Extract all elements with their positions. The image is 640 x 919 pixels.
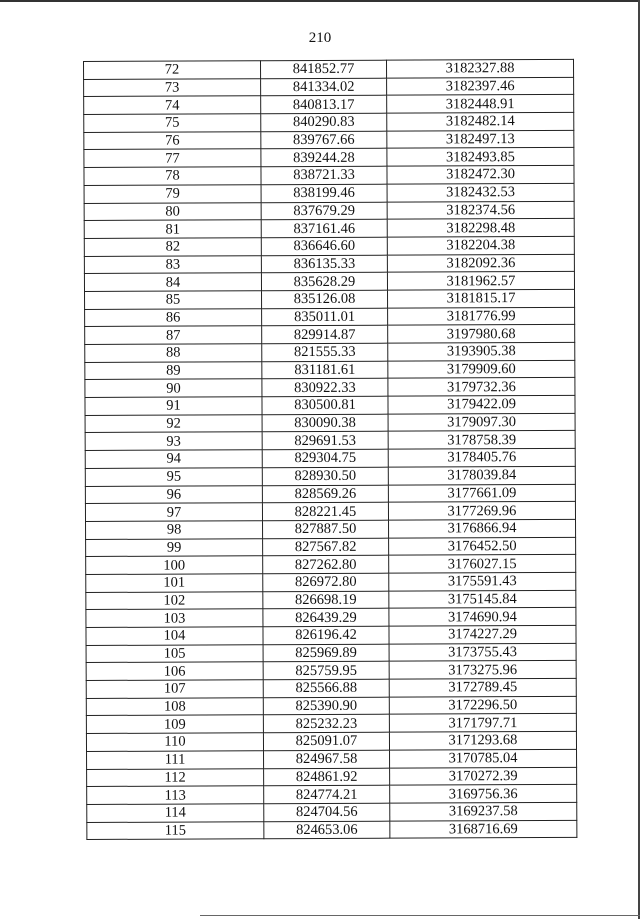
table-row [85, 502, 575, 522]
table-row [85, 448, 575, 468]
x-coordinate-cell: 825759.95 [263, 662, 389, 680]
y-coordinate-cell: 3182448.91 [387, 95, 574, 114]
scan-edge-top [0, 0, 640, 2]
y-coordinate-cell: 3178405.76 [388, 448, 575, 467]
x-coordinate-cell: 835628.29 [261, 272, 387, 290]
table-row [84, 183, 574, 203]
coordinates-table [83, 59, 577, 840]
x-coordinate-cell: 837161.46 [261, 219, 387, 237]
x-coordinate-cell: 826439.29 [263, 608, 389, 626]
point-number-cell: 102 [86, 591, 263, 609]
y-coordinate-cell: 3182397.46 [387, 77, 574, 96]
y-coordinate-cell: 3176866.94 [389, 519, 576, 538]
y-coordinate-cell: 3179097.30 [388, 413, 575, 432]
y-coordinate-cell: 3178039.84 [388, 466, 575, 485]
point-number-cell: 72 [84, 61, 261, 79]
y-coordinate-cell: 3177269.96 [388, 502, 575, 521]
x-coordinate-cell: 838199.46 [261, 184, 387, 202]
point-number-cell: 82 [84, 238, 261, 256]
point-number-cell: 100 [86, 556, 263, 574]
y-coordinate-cell: 3168716.69 [390, 820, 577, 839]
y-coordinate-cell: 3177661.09 [388, 484, 575, 503]
x-coordinate-cell: 825232.23 [263, 715, 389, 733]
y-coordinate-cell: 3169756.36 [390, 785, 577, 804]
y-coordinate-cell: 3171293.68 [389, 731, 576, 750]
table-row [86, 519, 576, 539]
table-row [85, 431, 575, 451]
y-coordinate-cell: 3182204.38 [387, 236, 574, 255]
point-number-cell: 91 [85, 397, 262, 415]
x-coordinate-cell: 827262.80 [263, 555, 389, 573]
y-coordinate-cell: 3182493.85 [387, 148, 574, 167]
table-row [85, 395, 575, 415]
x-coordinate-cell: 824967.58 [264, 750, 390, 768]
y-coordinate-cell: 3175591.43 [389, 572, 576, 591]
x-coordinate-cell: 828930.50 [262, 467, 388, 485]
y-coordinate-cell: 3170785.04 [390, 749, 577, 768]
x-coordinate-cell: 829304.75 [262, 449, 388, 467]
table-row [86, 625, 576, 645]
point-number-cell: 109 [86, 715, 263, 733]
point-number-cell: 77 [84, 149, 261, 167]
x-coordinate-cell: 835126.08 [262, 290, 388, 308]
x-coordinate-cell: 839767.66 [261, 131, 387, 149]
point-number-cell: 112 [87, 768, 264, 786]
table-row [84, 59, 574, 79]
point-number-cell: 86 [85, 308, 262, 326]
point-number-cell: 88 [85, 344, 262, 362]
x-coordinate-cell: 828569.26 [262, 485, 388, 503]
y-coordinate-cell: 3182482.14 [387, 112, 574, 131]
table-row [84, 130, 574, 150]
y-coordinate-cell: 3181962.57 [387, 272, 574, 291]
table-row [86, 572, 576, 592]
y-coordinate-cell: 3193905.38 [388, 342, 575, 361]
table-row [86, 555, 576, 575]
table-row [86, 731, 576, 751]
y-coordinate-cell: 3179732.36 [388, 378, 575, 397]
table-row [85, 325, 575, 345]
point-number-cell: 83 [84, 255, 261, 273]
y-coordinate-cell: 3171797.71 [389, 714, 576, 733]
point-number-cell: 110 [86, 733, 263, 751]
y-coordinate-cell: 3182298.48 [387, 219, 574, 238]
y-coordinate-cell: 3173755.43 [389, 643, 576, 662]
y-coordinate-cell: 3182327.88 [386, 59, 573, 78]
y-coordinate-cell: 3170272.39 [390, 767, 577, 786]
x-coordinate-cell: 827887.50 [263, 520, 389, 538]
y-coordinate-cell: 3197980.68 [388, 325, 575, 344]
point-number-cell: 90 [85, 379, 262, 397]
x-coordinate-cell: 837679.29 [261, 202, 387, 220]
x-coordinate-cell: 841852.77 [261, 60, 387, 78]
table-row [85, 289, 575, 309]
x-coordinate-cell: 840813.17 [261, 96, 387, 114]
x-coordinate-cell: 830922.33 [262, 379, 388, 397]
point-number-cell: 113 [87, 786, 264, 804]
x-coordinate-cell: 825390.90 [263, 697, 389, 715]
point-number-cell: 105 [86, 644, 263, 662]
point-number-cell: 98 [86, 521, 263, 539]
table-row [87, 767, 577, 787]
point-number-cell: 106 [86, 662, 263, 680]
x-coordinate-cell: 821555.33 [262, 343, 388, 361]
y-coordinate-cell: 3182497.13 [387, 130, 574, 149]
y-coordinate-cell: 3178758.39 [388, 431, 575, 450]
point-number-cell: 73 [84, 78, 261, 96]
point-number-cell: 101 [86, 574, 263, 592]
table-row [85, 307, 575, 327]
coordinates-table-body [84, 59, 577, 839]
point-number-cell: 89 [85, 361, 262, 379]
table-row [87, 749, 577, 769]
point-number-cell: 78 [84, 167, 261, 185]
point-number-cell: 108 [86, 697, 263, 715]
table-row [84, 95, 574, 115]
y-coordinate-cell: 3173275.96 [389, 661, 576, 680]
point-number-cell: 85 [85, 291, 262, 309]
table-row [85, 484, 575, 504]
table-row [87, 785, 577, 805]
point-number-cell: 74 [84, 96, 261, 114]
point-number-cell: 114 [87, 804, 264, 822]
y-coordinate-cell: 3182432.53 [387, 183, 574, 202]
table-row [86, 661, 576, 681]
x-coordinate-cell: 838721.33 [261, 166, 387, 184]
x-coordinate-cell: 827567.82 [263, 538, 389, 556]
x-coordinate-cell: 826196.42 [263, 626, 389, 644]
table-row [84, 148, 574, 168]
x-coordinate-cell: 839244.28 [261, 149, 387, 167]
x-coordinate-cell: 825091.07 [263, 732, 389, 750]
x-coordinate-cell: 836135.33 [261, 255, 387, 273]
point-number-cell: 104 [86, 627, 263, 645]
table-row [87, 802, 577, 822]
point-number-cell: 97 [85, 503, 262, 521]
x-coordinate-cell: 829914.87 [262, 325, 388, 343]
point-number-cell: 96 [85, 485, 262, 503]
table-row [84, 254, 574, 274]
table-row [84, 236, 574, 256]
table-row [84, 165, 574, 185]
point-number-cell: 107 [86, 680, 263, 698]
table-row [86, 678, 576, 698]
x-coordinate-cell: 841334.02 [261, 78, 387, 96]
x-coordinate-cell: 831181.61 [262, 361, 388, 379]
table-row [86, 537, 576, 557]
point-number-cell: 95 [85, 468, 262, 486]
table-row [85, 413, 575, 433]
point-number-cell: 94 [85, 450, 262, 468]
y-coordinate-cell: 3172789.45 [389, 678, 576, 697]
table-row [84, 77, 574, 97]
y-coordinate-cell: 3169237.58 [390, 802, 577, 821]
y-coordinate-cell: 3182374.56 [387, 201, 574, 220]
point-number-cell: 103 [86, 609, 263, 627]
table-row [86, 643, 576, 663]
y-coordinate-cell: 3176452.50 [389, 537, 576, 556]
table-row [86, 590, 576, 610]
y-coordinate-cell: 3172296.50 [389, 696, 576, 715]
y-coordinate-cell: 3176027.15 [389, 555, 576, 574]
y-coordinate-cell: 3182472.30 [387, 165, 574, 184]
point-number-cell: 111 [87, 751, 264, 769]
y-coordinate-cell: 3181776.99 [388, 307, 575, 326]
point-number-cell: 81 [84, 220, 261, 238]
x-coordinate-cell: 826972.80 [263, 573, 389, 591]
table-row [84, 219, 574, 239]
x-coordinate-cell: 824653.06 [264, 821, 390, 839]
y-coordinate-cell: 3174690.94 [389, 608, 576, 627]
y-coordinate-cell: 3175145.84 [389, 590, 576, 609]
point-number-cell: 93 [85, 432, 262, 450]
table-row [87, 820, 577, 840]
table-row [84, 201, 574, 221]
point-number-cell: 99 [86, 538, 263, 556]
point-number-cell: 76 [84, 131, 261, 149]
y-coordinate-cell: 3179909.60 [388, 360, 575, 379]
x-coordinate-cell: 824861.92 [264, 768, 390, 786]
point-number-cell: 75 [84, 114, 261, 132]
table-row [85, 378, 575, 398]
table-row [86, 608, 576, 628]
table-row [84, 112, 574, 132]
x-coordinate-cell: 835011.01 [262, 308, 388, 326]
point-number-cell: 79 [84, 185, 261, 203]
table-row [85, 466, 575, 486]
x-coordinate-cell: 836646.60 [261, 237, 387, 255]
point-number-cell: 92 [85, 414, 262, 432]
x-coordinate-cell: 829691.53 [262, 432, 388, 450]
x-coordinate-cell: 830090.38 [262, 414, 388, 432]
table-row [86, 714, 576, 734]
point-number-cell: 80 [84, 202, 261, 220]
y-coordinate-cell: 3174227.29 [389, 625, 576, 644]
x-coordinate-cell: 824774.21 [264, 785, 390, 803]
point-number-cell: 115 [87, 821, 264, 839]
point-number-cell: 87 [85, 326, 262, 344]
page-number: 210 [308, 30, 332, 46]
x-coordinate-cell: 825969.89 [263, 644, 389, 662]
x-coordinate-cell: 824704.56 [264, 803, 390, 821]
y-coordinate-cell: 3179422.09 [388, 395, 575, 414]
table-row [84, 272, 574, 292]
table-row [86, 696, 576, 716]
table-row [85, 360, 575, 380]
x-coordinate-cell: 826698.19 [263, 591, 389, 609]
scan-edge-bottom [200, 915, 640, 916]
y-coordinate-cell: 3181815.17 [388, 289, 575, 308]
x-coordinate-cell: 825566.88 [263, 679, 389, 697]
point-number-cell: 84 [84, 273, 261, 291]
y-coordinate-cell: 3182092.36 [387, 254, 574, 273]
x-coordinate-cell: 830500.81 [262, 396, 388, 414]
x-coordinate-cell: 840290.83 [261, 113, 387, 131]
table-row [85, 342, 575, 362]
x-coordinate-cell: 828221.45 [262, 502, 388, 520]
